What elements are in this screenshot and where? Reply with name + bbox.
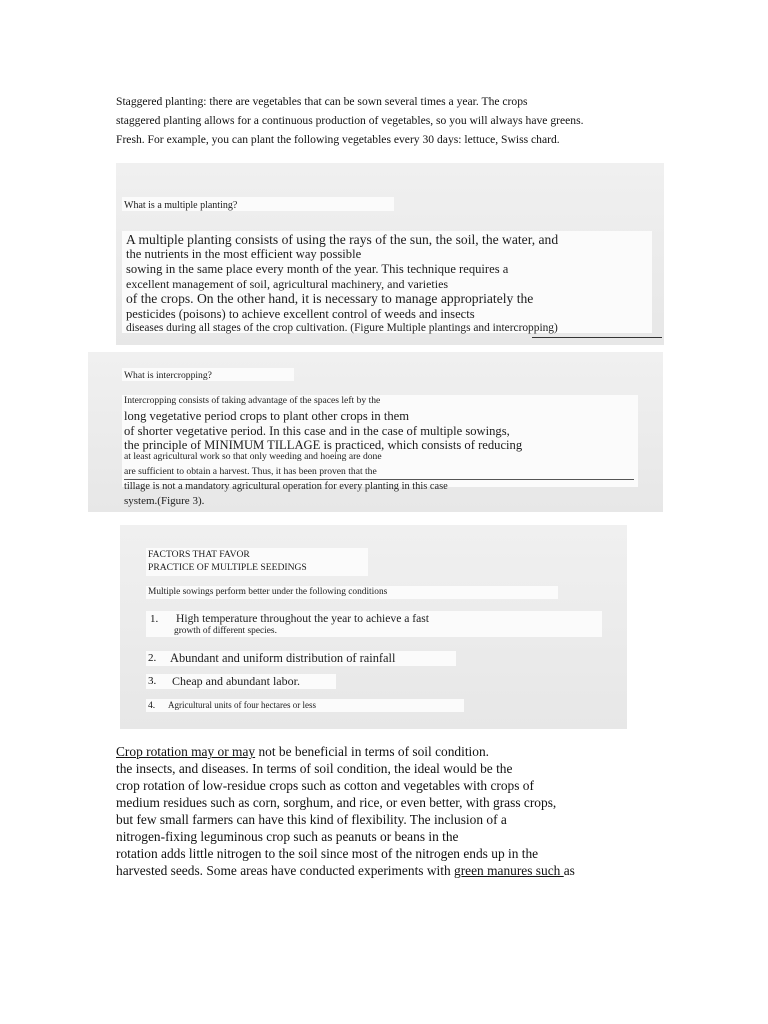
intercropping-line: at least agricultural work so that only weeding and hoeing are done bbox=[124, 451, 382, 462]
rotation-line: the insects, and diseases. In terms of soil condition, the ideal would be the bbox=[116, 761, 513, 776]
factor-text: High temperature throughout the year to achieve a fast bbox=[176, 612, 430, 625]
intercropping-line: system.(Figure 3). bbox=[124, 495, 205, 507]
rotation-line: crop rotation of low-residue crops such as cotton and vegetables with crops of bbox=[116, 778, 534, 793]
intercropping-line: Intercropping consists of taking advantage of the spaces left by the bbox=[124, 395, 381, 406]
factors-title: FACTORS THAT FAVOR bbox=[148, 549, 250, 560]
intercropping-line: of shorter vegetative period. In this case and in the case of multiple sowings, bbox=[124, 424, 510, 438]
intercropping-line: tillage is not a mandatory agricultural operation for every planting in this case bbox=[124, 481, 448, 492]
intro-line: Staggered planting: there are vegetables that can be sown several times a year. The crops bbox=[116, 95, 528, 108]
rotation-underlined-text: may bbox=[232, 744, 256, 759]
factor-text: Agricultural units of four hectares or less bbox=[168, 700, 316, 710]
intercropping-scan bbox=[88, 352, 663, 512]
intercropping-line: the principle of MINIMUM TILLAGE is practiced, which consists of reducing bbox=[124, 438, 523, 452]
factors-intro: Multiple sowings perform better under the following conditions bbox=[148, 587, 388, 597]
intercropping-line: are sufficient to obtain a harvest. Thus, it has been proven that the bbox=[124, 466, 377, 477]
multiple-planting-question: What is a multiple planting? bbox=[124, 200, 238, 211]
factors-scan bbox=[120, 525, 627, 729]
rotation-line: nitrogen-fixing leguminous crop such as peanuts or beans in the bbox=[116, 829, 459, 844]
multiple-planting-line: pesticides (poisons) to achieve excellent control of weeds and insects bbox=[126, 307, 475, 321]
factor-text: growth of different species. bbox=[174, 626, 277, 636]
rotation-line: medium residues such as corn, sorghum, and rice, or even better, with grass crops, bbox=[116, 795, 557, 810]
factor-number: 1. bbox=[150, 613, 159, 625]
factor-text: Abundant and uniform distribution of rainfall bbox=[170, 651, 396, 665]
multiple-planting-line: excellent management of soil, agricultural machinery, and varieties bbox=[126, 277, 449, 291]
rotation-underlined-text: Crop rotation may or bbox=[116, 744, 233, 759]
factor-number: 4. bbox=[148, 700, 156, 711]
factor-text: Cheap and abundant labor. bbox=[172, 674, 300, 688]
intro-line: Fresh. For example, you can plant the following vegetables every 30 days: lettuce, Swiss chard. bbox=[116, 133, 560, 146]
rotation-line: rotation adds little nitrogen to the soil since most of the nitrogen ends up in the bbox=[116, 846, 539, 861]
intercropping-question: What is intercropping? bbox=[124, 370, 212, 381]
factor-number: 2. bbox=[148, 652, 157, 664]
multiple-planting-line: diseases during all stages of the crop cultivation. (Figure Multiple plantings and intercropping) bbox=[126, 322, 558, 334]
multiple-planting-line: of the crops. On the other hand, it is necessary to manage appropriately the bbox=[126, 291, 534, 306]
rotation-line: harvested seeds. Some areas have conducted experiments with green manures such as bbox=[116, 863, 575, 878]
intercropping-line: long vegetative period crops to plant other crops in them bbox=[124, 409, 410, 423]
rotation-line: Crop rotation may or may not be beneficial in terms of soil condition. bbox=[116, 744, 490, 759]
multiple-planting-line: A multiple planting consists of using the rays of the sun, the soil, the water, and bbox=[126, 232, 559, 247]
factors-title: PRACTICE OF MULTIPLE SEEDINGS bbox=[148, 562, 307, 573]
intro-line: staggered planting allows for a continuous production of vegetables, so you will always have greens. bbox=[116, 114, 584, 127]
multiple-planting-scan bbox=[116, 163, 664, 345]
rotation-line: but few small farmers can have this kind of flexibility. The inclusion of a bbox=[116, 812, 507, 827]
factor-number: 3. bbox=[148, 675, 157, 687]
multiple-planting-line: sowing in the same place every month of the year. This technique requires a bbox=[126, 262, 509, 276]
multiple-planting-line: the nutrients in the most efficient way possible bbox=[126, 247, 362, 261]
rotation-underlined-text: green manures such bbox=[454, 863, 564, 878]
